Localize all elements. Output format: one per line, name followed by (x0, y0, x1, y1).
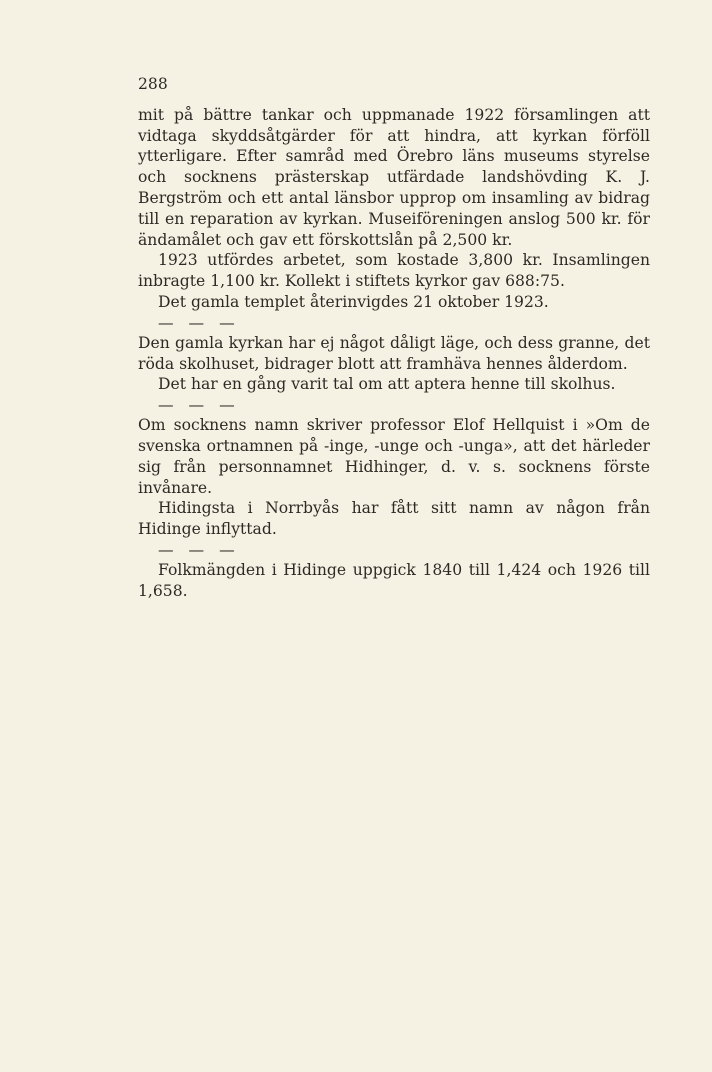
paragraph-school-conversion: Det har en gång varit tal om att aptera henne till skolhus. (158, 375, 616, 394)
section-separator: — — — (158, 540, 240, 559)
paragraph-parish-name-origin: Om socknens namn skriver professor Elof Hellquist i »Om de svenska ortnamnen på -inge, -unge och -unga», att det härleder sig från personnamnet Hidhinger, d. v. s. socknens förste invånare. (138, 416, 650, 497)
section-separator: — — — (158, 396, 240, 415)
page-text-block (138, 74, 650, 602)
page-number: 288 (138, 75, 168, 93)
paragraph-hidingsta: Hidingsta i Norrbyås har fått sitt namn av någon från Hidinge inflyttad. (138, 499, 650, 539)
paragraph-rededication: Det gamla templet återinvigdes 21 oktober 1923. (158, 292, 549, 311)
paragraph-population: Folkmängden i Hidinge uppgick 1840 till 1,424 och 1926 till 1,658. (138, 560, 650, 600)
paragraph-church-location: Den gamla kyrkan har ej något dåligt läge, och dess granne, det röda skolhuset, bidrager blott att framhäva hennes ålderdom. (138, 333, 650, 373)
paragraph-church-repair-appeal: mit på bättre tankar och uppmanade 1922 församlingen att vidtaga skyddsåtgärder för att hindra, att kyrkan förföll ytterligare. Efter samråd med Örebro läns museums styrelse och socknens prästerskap utfärdade landshövding K. J. Bergström och ett antal länsbor upprop om insamling av bidrag till en reparation av kyrkan. Museiföreningen anslog 500 kr. för ändamålet och gav ett förskottslån på 2,500 kr. (138, 105, 650, 249)
section-separator: — — — (158, 313, 240, 332)
paragraph-repair-costs: 1923 utfördes arbetet, som kostade 3,800 kr. Insamlingen inbragte 1,100 kr. Kollekt i stiftets kyrkor gav 688:75. (138, 251, 650, 291)
